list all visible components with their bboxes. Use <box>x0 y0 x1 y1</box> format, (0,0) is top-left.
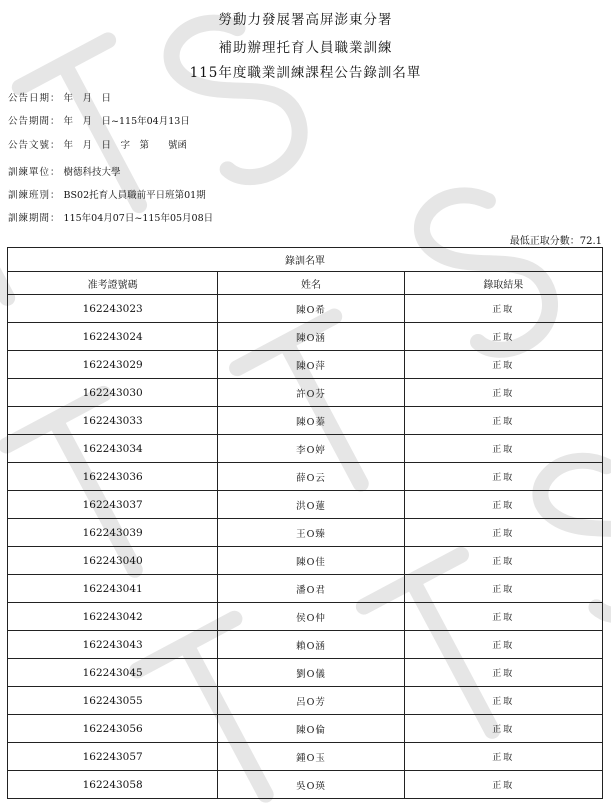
result-cell: 正取 <box>404 547 602 575</box>
table-row <box>8 547 603 575</box>
name-cell: 李O婷 <box>218 435 404 463</box>
table-row <box>8 771 603 799</box>
result-cell: 正取 <box>404 659 602 687</box>
exam-number-cell: 162243045 <box>8 659 218 687</box>
minimum-score: 最低正取分數：72.1 <box>509 236 602 247</box>
name-cell: 陳O倫 <box>218 715 404 743</box>
table-row <box>8 351 603 379</box>
result-cell: 正取 <box>404 491 602 519</box>
exam-number-cell: 162243033 <box>8 407 218 435</box>
announce-period-label: 公告期間： <box>8 116 61 127</box>
name-cell: 薛O云 <box>218 463 404 491</box>
header-exam-number: 准考證號碼 <box>8 272 218 295</box>
announce-doc-value: 年 月 日 字 第 號函 <box>63 140 188 151</box>
table-row <box>8 491 603 519</box>
name-cell: 賴O涵 <box>218 631 404 659</box>
exam-number-cell: 162243039 <box>8 519 218 547</box>
table-row <box>8 323 603 351</box>
name-cell: 陳O涵 <box>218 323 404 351</box>
announce-period-line <box>8 113 190 127</box>
table-row <box>8 659 603 687</box>
table-row <box>8 575 603 603</box>
exam-number-cell: 162243036 <box>8 463 218 491</box>
result-cell: 正取 <box>404 519 602 547</box>
name-cell: 洪O蓮 <box>218 491 404 519</box>
program-title: 補助辦理托育人員職業訓練 <box>218 40 393 56</box>
name-cell: 陳O希 <box>218 295 404 323</box>
result-cell: 正取 <box>404 743 602 771</box>
table-row <box>8 379 603 407</box>
header-name: 姓名 <box>218 272 404 295</box>
announce-date-label: 公告日期： <box>8 93 61 104</box>
table-caption-row <box>8 248 603 272</box>
exam-number-cell: 162243040 <box>8 547 218 575</box>
exam-number-cell: 162243024 <box>8 323 218 351</box>
table-row <box>8 631 603 659</box>
table-caption: 錄訓名單 <box>8 248 603 272</box>
training-class-value: BS02托育人員職前平日班第01期 <box>63 190 206 201</box>
exam-number-cell: 162243042 <box>8 603 218 631</box>
announce-date-value: 年 月 日 <box>63 93 112 104</box>
table-row <box>8 295 603 323</box>
table-row <box>8 603 603 631</box>
exam-number-cell: 162243034 <box>8 435 218 463</box>
result-cell: 正取 <box>404 631 602 659</box>
table-row <box>8 715 603 743</box>
training-unit-line <box>8 164 121 178</box>
exam-number-cell: 162243023 <box>8 295 218 323</box>
table-row <box>8 743 603 771</box>
training-period-label: 訓練期間： <box>8 213 61 224</box>
exam-number-cell: 162243030 <box>8 379 218 407</box>
exam-number-cell: 162243057 <box>8 743 218 771</box>
name-cell: 陳O蓁 <box>218 407 404 435</box>
exam-number-cell: 162243058 <box>8 771 218 799</box>
name-cell: 鍾O玉 <box>218 743 404 771</box>
result-cell: 正取 <box>404 463 602 491</box>
training-class-label: 訓練班別： <box>8 190 61 201</box>
training-period-value: 115年04月07日~115年05月08日 <box>63 213 214 224</box>
agency-title: 勞動力發展署高屏澎東分署 <box>218 12 393 28</box>
table-row <box>8 687 603 715</box>
admission-table <box>7 247 603 799</box>
result-cell: 正取 <box>404 379 602 407</box>
result-cell: 正取 <box>404 323 602 351</box>
training-unit-value: 樹德科技大學 <box>63 167 121 178</box>
table-row <box>8 463 603 491</box>
announce-date-line <box>8 90 111 104</box>
table-row <box>8 435 603 463</box>
exam-number-cell: 162243055 <box>8 687 218 715</box>
table-row <box>8 407 603 435</box>
result-cell: 正取 <box>404 435 602 463</box>
exam-number-cell: 162243056 <box>8 715 218 743</box>
table-body <box>8 295 603 799</box>
result-cell: 正取 <box>404 351 602 379</box>
table-row <box>8 519 603 547</box>
name-cell: 許O芬 <box>218 379 404 407</box>
result-cell: 正取 <box>404 575 602 603</box>
result-cell: 正取 <box>404 715 602 743</box>
table-header-row <box>8 272 603 295</box>
header-result: 錄取結果 <box>404 272 602 295</box>
result-cell: 正取 <box>404 603 602 631</box>
training-unit-label: 訓練單位： <box>8 167 61 178</box>
name-cell: 呂O芳 <box>218 687 404 715</box>
name-cell: 劉O儀 <box>218 659 404 687</box>
result-cell: 正取 <box>404 771 602 799</box>
result-cell: 正取 <box>404 687 602 715</box>
name-cell: 王O臻 <box>218 519 404 547</box>
result-cell: 正取 <box>404 407 602 435</box>
announce-doc-label: 公告文號： <box>8 140 61 151</box>
name-cell: 陳O萍 <box>218 351 404 379</box>
name-cell: 吳O瑛 <box>218 771 404 799</box>
announcement-title: 115年度職業訓練課程公告錄訓名單 <box>189 65 422 81</box>
result-cell: 正取 <box>404 295 602 323</box>
name-cell: 陳O佳 <box>218 547 404 575</box>
exam-number-cell: 162243041 <box>8 575 218 603</box>
training-class-line <box>8 187 206 201</box>
exam-number-cell: 162243029 <box>8 351 218 379</box>
exam-number-cell: 162243037 <box>8 491 218 519</box>
training-period-line <box>8 210 213 224</box>
exam-number-cell: 162243043 <box>8 631 218 659</box>
name-cell: 潘O君 <box>218 575 404 603</box>
name-cell: 侯O仲 <box>218 603 404 631</box>
announce-period-value: 年 月 日~115年04月13日 <box>63 116 190 127</box>
announce-doc-line <box>8 137 187 151</box>
